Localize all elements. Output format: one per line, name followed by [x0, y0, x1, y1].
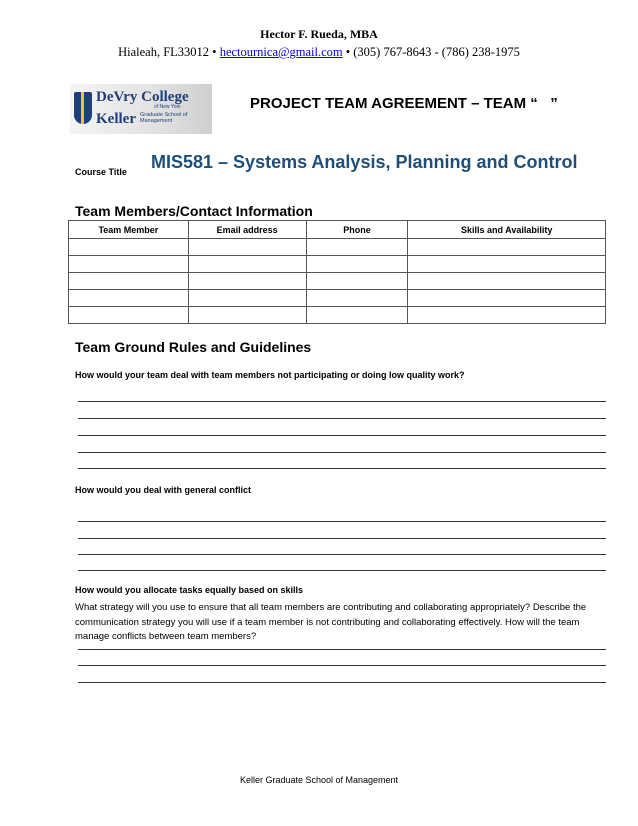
- table-row: [69, 307, 606, 324]
- answer-line[interactable]: [78, 401, 606, 402]
- table-cell[interactable]: [188, 256, 306, 273]
- course-name: MIS581 – Systems Analysis, Planning and Control: [151, 152, 578, 172]
- logo-line1: DeVry College: [96, 89, 189, 105]
- team-members-body: [69, 239, 606, 324]
- table-cell[interactable]: [188, 273, 306, 290]
- table-cell[interactable]: [306, 290, 408, 307]
- answer-line[interactable]: [78, 665, 606, 666]
- table-row: [69, 256, 606, 273]
- answer-line[interactable]: [78, 570, 606, 571]
- header-name: Hector F. Rueda, MBA: [260, 27, 378, 41]
- logo-line2-sub: Graduate School of Management: [140, 112, 188, 124]
- table-row: [69, 273, 606, 290]
- question-allocate-tasks: How would you allocate tasks equally based on skills: [75, 585, 304, 595]
- answer-line[interactable]: [78, 452, 606, 453]
- table-cell[interactable]: [408, 307, 606, 324]
- course-title-label: Course Title: [75, 167, 127, 177]
- table-cell[interactable]: [408, 290, 606, 307]
- table-cell[interactable]: [188, 307, 306, 324]
- table-cell[interactable]: [306, 273, 408, 290]
- devry-keller-logo: [70, 84, 212, 134]
- question-participation: How would your team deal with team members not participating or doing low quality work?: [75, 370, 465, 380]
- table-cell[interactable]: [408, 239, 606, 256]
- answer-line[interactable]: [78, 682, 606, 683]
- crest-stripe: [81, 92, 84, 124]
- table-cell[interactable]: [306, 307, 408, 324]
- header-phones: (305) 767-8643 - (786) 238-1975: [353, 45, 520, 59]
- table-cell[interactable]: [69, 239, 189, 256]
- answer-line[interactable]: [78, 521, 606, 522]
- table-header-row: [69, 221, 606, 239]
- team-members-table: [68, 220, 606, 324]
- column-header-skills: Skills and Availability: [408, 221, 606, 239]
- footer: Keller Graduate School of Management: [239, 775, 399, 785]
- table-cell[interactable]: [188, 239, 306, 256]
- column-header-email: Email address: [188, 221, 306, 239]
- table-cell[interactable]: [306, 239, 408, 256]
- header-contact: [0, 45, 638, 60]
- answer-line[interactable]: [78, 468, 606, 469]
- email-link[interactable]: hectournica@gmail.com: [219, 45, 343, 59]
- team-members-heading: Team Members/Contact Information: [75, 203, 313, 219]
- answer-line[interactable]: [78, 435, 606, 436]
- header-location: Hialeah, FL33012: [118, 45, 210, 59]
- table-cell[interactable]: [408, 256, 606, 273]
- logo-line2: Keller: [96, 111, 136, 127]
- answer-line[interactable]: [78, 418, 606, 419]
- document-title: PROJECT TEAM AGREEMENT – TEAM “ ”: [250, 95, 558, 112]
- answer-line[interactable]: [78, 538, 606, 539]
- table-cell[interactable]: [306, 256, 408, 273]
- question-conflict: How would you deal with general conflict: [75, 485, 252, 495]
- strategy-description: What strategy will you use to ensure that all team members are contributing and collaborating appropriately? Describe the communication strategy you will use if a team member is not contributing and collaborating effectively. How will the team manage conflicts between team members?: [75, 602, 587, 642]
- table-cell[interactable]: [188, 290, 306, 307]
- table-row: [69, 290, 606, 307]
- column-header-team-member: Team Member: [69, 221, 189, 239]
- logo-line1-sub: of New York: [154, 104, 181, 110]
- bullet-separator: •: [212, 45, 217, 59]
- table-row: [69, 239, 606, 256]
- table-cell[interactable]: [69, 256, 189, 273]
- bullet-separator: •: [345, 45, 351, 59]
- table-cell[interactable]: [408, 273, 606, 290]
- ground-rules-heading: Team Ground Rules and Guidelines: [75, 339, 312, 355]
- column-header-phone: Phone: [306, 221, 408, 239]
- answer-line[interactable]: [78, 554, 606, 555]
- table-cell[interactable]: [69, 307, 189, 324]
- table-cell[interactable]: [69, 290, 189, 307]
- table-cell[interactable]: [69, 273, 189, 290]
- answer-line[interactable]: [78, 649, 606, 650]
